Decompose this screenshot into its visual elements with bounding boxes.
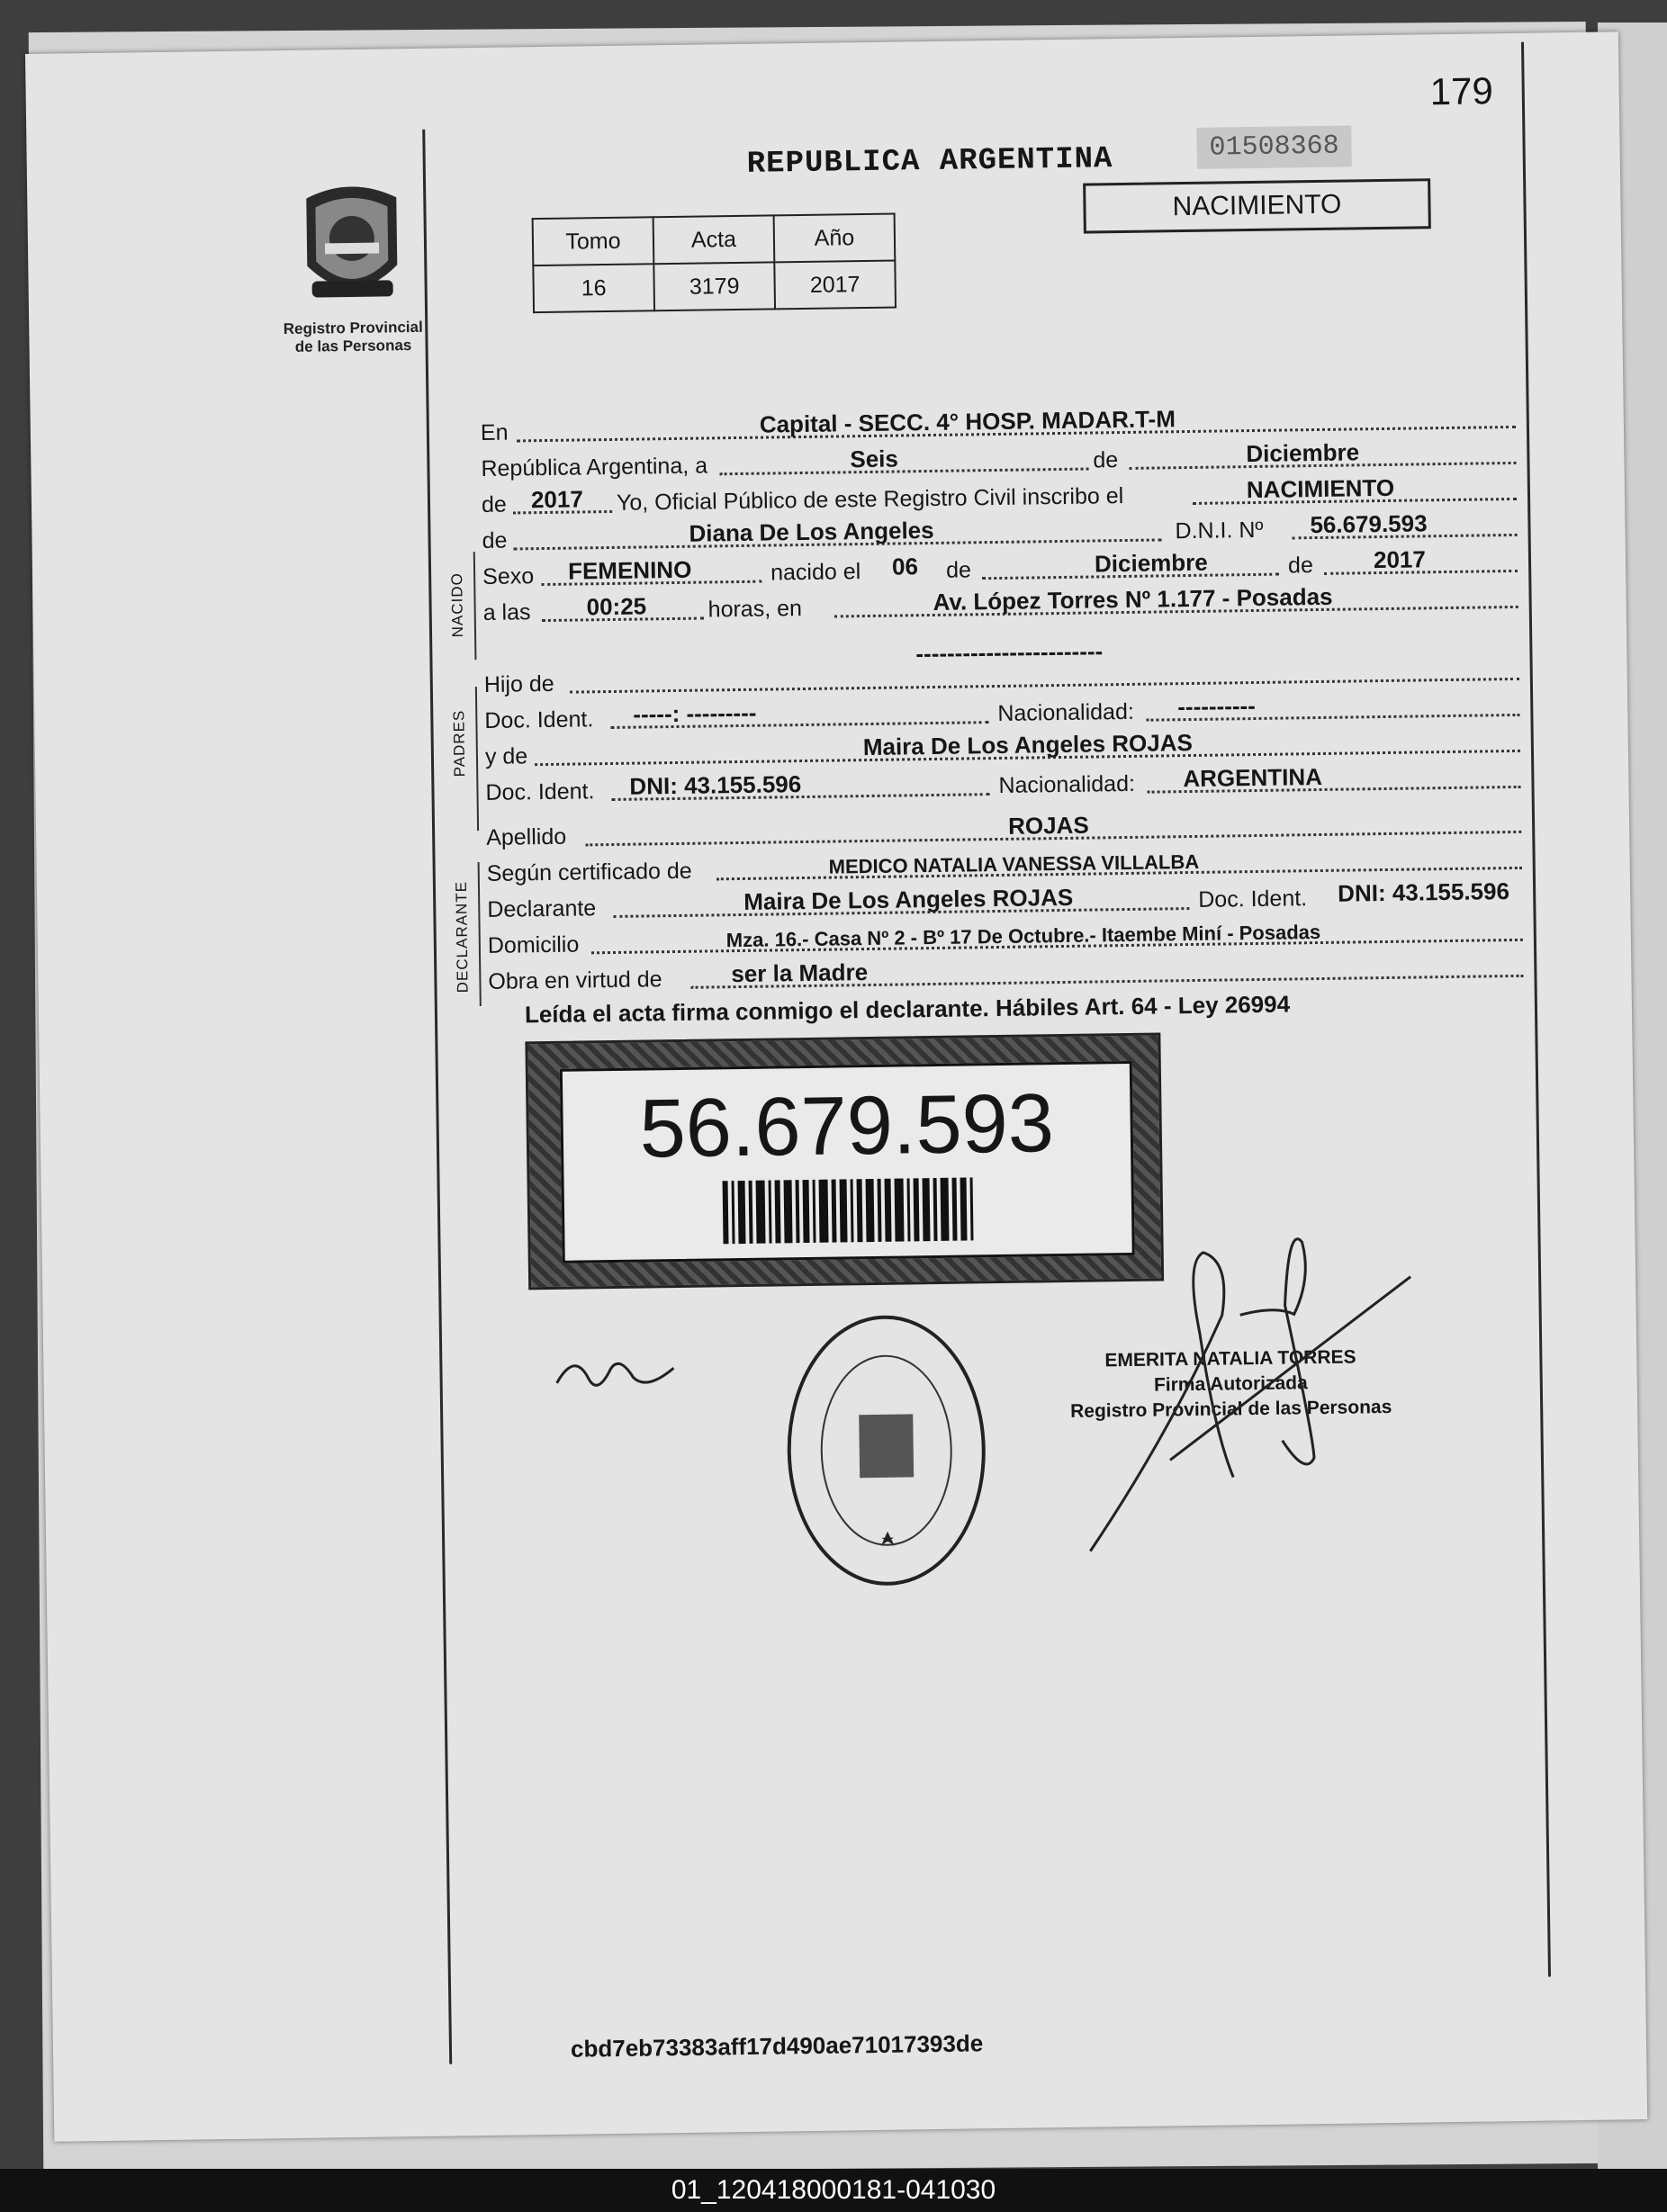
registry-seal-icon [781, 1309, 992, 1591]
value-domicilio: Mza. 16.- Casa Nº 2 - Bº 17 De Octubre.- Itaembe Miní - Posadas [725, 921, 1321, 952]
value-doc1: -----: --------- [633, 698, 757, 728]
value-hora: 00:25 [586, 592, 647, 621]
label-domicilio: Domicilio [487, 931, 580, 958]
barcode-icon [564, 1175, 1132, 1246]
serial-number: 01508368 [1196, 125, 1352, 168]
label-de: de [1093, 447, 1119, 473]
value-nac2: ARGENTINA [1183, 762, 1323, 793]
left-margin-line [422, 130, 452, 2064]
registry-value-acta: 3179 [653, 262, 775, 310]
value-nombre: Diana De Los Angeles [689, 516, 934, 547]
declarant-signature [547, 1341, 683, 1410]
label-apellido: Apellido [486, 823, 567, 850]
value-padre: ------------------------ [915, 637, 1104, 668]
value-apellido: ROJAS [1007, 811, 1089, 840]
value-doc-declarante: DNI: 43.155.596 [1337, 877, 1510, 907]
signature-icon [547, 1341, 683, 1406]
page-number: 179 [1429, 69, 1494, 113]
label-nac2: Nacionalidad: [998, 770, 1136, 798]
birth-certificate-page [25, 31, 1647, 2141]
value-certificado: MEDICO NATALIA VANESSA VILLALBA [828, 850, 1200, 878]
value-dia: Seis [850, 445, 899, 473]
misiones-coat-of-arms-icon [293, 179, 411, 316]
dni-label [525, 1032, 1164, 1290]
label-dni: D.N.I. Nº [1175, 517, 1264, 544]
value-anio-nac: 2017 [1373, 545, 1427, 574]
registry-header-acta: Acta [653, 215, 775, 264]
label-yo: Yo, Oficial Público de este Registro Civil inscribo el [616, 483, 1124, 516]
registry-value-tomo: 16 [533, 264, 654, 312]
logo-caption-line2: de las Personas [294, 337, 412, 355]
registry-table [532, 213, 897, 314]
label-horas-en: horas, en [707, 596, 803, 623]
footer-filename: 01_120418000181-041030 [0, 2169, 1667, 2212]
label-de-anio: de [481, 491, 508, 517]
logo-caption-line1: Registro Provincial [283, 318, 423, 338]
section-padres: PADRES [450, 709, 469, 778]
value-mes: Diciembre [1246, 438, 1360, 468]
value-declarante: Maira De Los Angeles ROJAS [743, 883, 1074, 915]
value-lugar-acta: Capital - SECC. 4° HOSP. MADAR.T-M [759, 405, 1176, 438]
official-signature-icon [1077, 1205, 1424, 1569]
label-de-anio-nac: de [1287, 553, 1314, 579]
right-margin-line [1521, 42, 1551, 1977]
label-declarante: Declarante [487, 895, 597, 922]
value-mes-nac: Diciembre [1094, 548, 1208, 578]
value-sexo: FEMENINO [567, 555, 692, 585]
official-seal [781, 1309, 992, 1596]
registry-header-tomo: Tomo [533, 217, 654, 265]
value-doc2: DNI: 43.155.596 [629, 770, 802, 800]
value-tipo: NACIMIENTO [1246, 473, 1395, 504]
label-de-mes: de [945, 557, 972, 583]
stamp-name: EMERITA NATALIA TORRES [1104, 1346, 1356, 1371]
document-title: REPUBLICA ARGENTINA [746, 142, 1113, 182]
label-nacido-el: nacido el [770, 559, 861, 586]
label-obra: Obra en virtud de [488, 967, 662, 994]
certificate-type: NACIMIENTO [1083, 178, 1431, 233]
label-sexo: Sexo [482, 563, 535, 589]
label-doc2: Doc. Ident. [485, 778, 595, 805]
label-republica: República Argentina, a [481, 453, 708, 481]
closing-text: Leída el acta firma conmigo el declarante. Hábiles Art. 64 - Ley 26994 [524, 990, 1291, 1029]
label-y-de: y de [484, 743, 528, 769]
label-hijo-de: Hijo de [483, 670, 554, 697]
stamp-org: Registro Provincial de las Personas [1070, 1396, 1392, 1422]
label-de-nombre: de [482, 527, 508, 553]
label-en: En [480, 419, 509, 445]
dni-label-number: 56.679.593 [638, 1077, 1055, 1175]
value-lugar-nac: Av. López Torres Nº 1.177 - Posadas [933, 582, 1333, 616]
registry-header-anio: Año [774, 214, 896, 263]
label-certificado: Según certificado de [486, 858, 692, 886]
value-nac1: ---------- [1177, 691, 1257, 721]
label-nac1: Nacionalidad: [997, 698, 1135, 726]
label-doc1: Doc. Ident. [484, 706, 594, 733]
value-dni: 56.679.593 [1310, 509, 1428, 539]
section-nacido: NACIDO [448, 572, 467, 638]
registry-value-anio: 2017 [774, 261, 896, 310]
section-declarante: DECLARANTE [452, 880, 472, 994]
label-doc-declarante: Doc. Ident. [1198, 886, 1308, 913]
value-madre: Maira De Los Angeles ROJAS [862, 728, 1194, 761]
value-anio: 2017 [530, 485, 584, 514]
value-obra: ser la Madre [731, 958, 869, 988]
stamp-role: Firma Autorizada [1153, 1372, 1308, 1396]
province-logo [243, 178, 462, 356]
document-hash: cbd7eb73383aff17d490ae71017393de [570, 2029, 984, 2063]
dni-label-inner [560, 1061, 1135, 1263]
value-dia-nac: 06 [891, 553, 919, 580]
label-a-las: a las [482, 599, 531, 625]
